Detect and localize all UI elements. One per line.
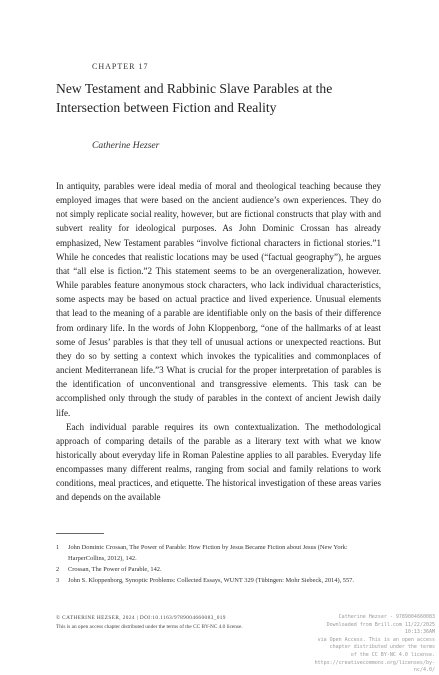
watermark-line: via Open Access. This is an open access chapter distributed under the terms	[317, 636, 435, 651]
copyright-line: © CATHERINE HEZSER, 2024 | DOI:10.1163/9789004660083_019	[56, 615, 226, 621]
chapter-label: CHAPTER 17	[92, 62, 149, 71]
footnote-number: 3	[56, 577, 60, 584]
footnote	[56, 542, 386, 564]
author-name: Catherine Hezser	[92, 140, 160, 151]
footnote-text: John Dominic Crossan, The Power of Parable: How Fiction by Jesus Became Fiction about Jesus (New York: HarperCollins, 2012), 142.	[68, 544, 348, 562]
footnote-rule	[56, 533, 104, 534]
watermark-line: https://creativecommons.org/licenses/by-nc/4.0/	[314, 659, 435, 674]
footnote-text: Crossan, The Power of Parable, 142.	[68, 566, 162, 573]
footnote	[56, 564, 386, 575]
watermark-line: Downloaded from Brill.com 11/22/2025 10:13:36AM	[326, 621, 435, 636]
body-text	[56, 179, 381, 505]
footnote-number: 1	[56, 544, 60, 551]
footnote-text: John S. Kloppenborg, Synoptic Problems: Collected Essays, WUNT 329 (Tübingen: Mohr Siebeck, 2014), 557.	[68, 577, 354, 584]
license-line: This is an open access chapter distributed under the terms of the CC BY-NC 4.0 license.	[56, 624, 243, 630]
page-footer	[56, 614, 296, 632]
footnotes	[56, 542, 386, 586]
paragraph: In antiquity, parables were ideal media of moral and theological teaching because they employed images that were based on the ancient audience’s own experiences. They do not simply replicate social reality, however, but are fictional constructs that play with and subvert reality for ideological purposes. As John Dominic Crossan has already emphasized, New Testament parables “involve fictional characters in fictional stories.”1 While he concedes that realistic locations may be used (“factual geography”), he argues that “all else is fiction.”2 This statement seems to be an overgeneralization, however. While parables feature anonymous stock characters, who lack individual characteristics, some aspects may be based on actual practice and lived experience. Unusual elements that lead to the meaning of a parable are identifiable only on the basis of their difference from ordinary life. In the words of John Kloppenborg, “one of the hallmarks of at least some of Jesus’ parables is that they tell of unusual actions or unexpected reactions. But they do so by setting a context which invokes the typicalities and commonplaces of ancient Mediterranean life.”3 What is crucial for the proper interpretation of parables is the identification of unconventional and transgressive elements. This task can be accomplished only through the study of parables in the context of ancient Jewish daily life.	[56, 181, 381, 418]
chapter-title: New Testament and Rabbinic Slave Parables at the Intersection between Fiction and Reality	[56, 81, 333, 115]
footnote-number: 2	[56, 566, 60, 573]
paragraph: Each individual parable requires its own contextualization. The methodological approach of comparing details of the parable as a literary text with what we know historically about everyday life in Roman Palestine applies to all parables. Everyday life encompasses many different realms, ranging from social and family relations to work conditions, meal practices, and etiquette. The historical investigation of these areas varies and depends on the available	[56, 421, 381, 503]
footnote	[56, 575, 386, 586]
watermark-line: Catherine Hezser - 9789004660083	[338, 614, 435, 620]
watermark-line: of the CC BY-NC 4.0 license.	[350, 651, 435, 658]
